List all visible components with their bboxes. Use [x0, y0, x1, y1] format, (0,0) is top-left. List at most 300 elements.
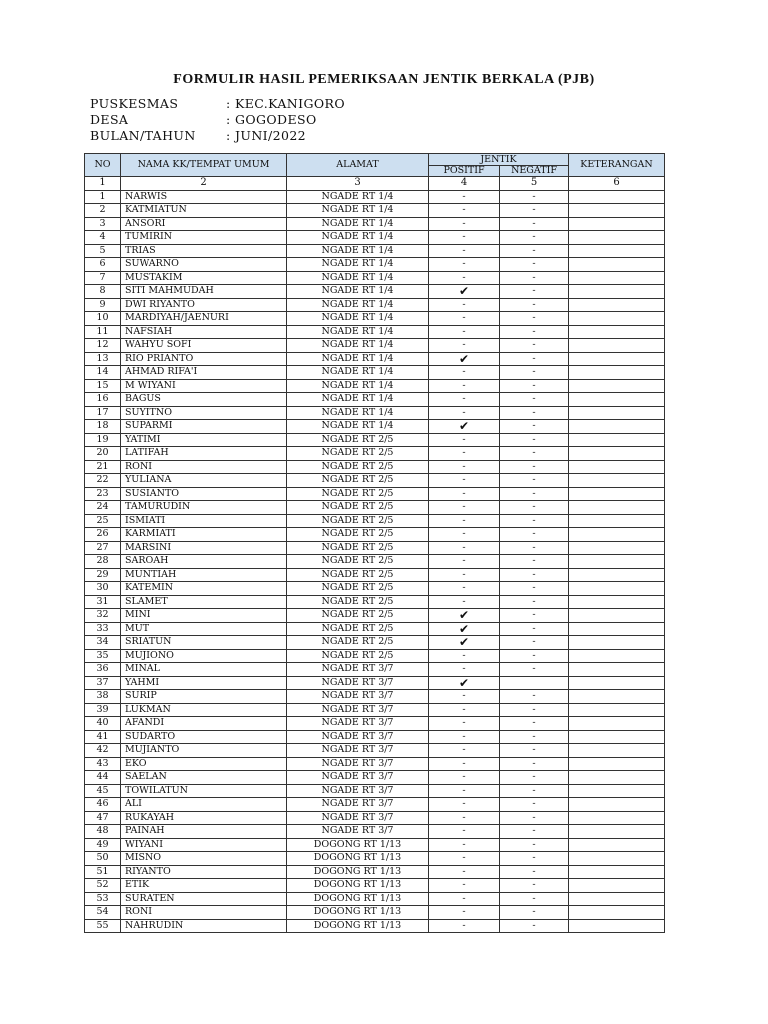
cell-no: 29 — [85, 568, 121, 582]
cell-keterangan — [569, 433, 665, 447]
cell-no: 55 — [85, 919, 121, 933]
cell-nama: LATIFAH — [121, 447, 287, 461]
cell-alamat: NGADE RT 2/5 — [287, 595, 429, 609]
cell-negatif: - — [500, 757, 569, 771]
cell-keterangan — [569, 528, 665, 542]
cell-positif: - — [429, 433, 500, 447]
cell-positif: - — [429, 447, 500, 461]
table-row — [85, 420, 665, 434]
cell-alamat: NGADE RT 3/7 — [287, 703, 429, 717]
cell-nama: SAROAH — [121, 555, 287, 569]
cell-nama: TOWILATUN — [121, 784, 287, 798]
table-row — [85, 474, 665, 488]
cell-negatif: - — [500, 258, 569, 272]
cell-negatif: - — [500, 703, 569, 717]
cell-positif: - — [429, 798, 500, 812]
cell-alamat: NGADE RT 2/5 — [287, 487, 429, 501]
cell-alamat: NGADE RT 3/7 — [287, 717, 429, 731]
cell-negatif: - — [500, 811, 569, 825]
cell-keterangan — [569, 622, 665, 636]
cell-keterangan — [569, 406, 665, 420]
cell-no: 2 — [85, 204, 121, 218]
cell-alamat: NGADE RT 3/7 — [287, 676, 429, 690]
cell-no: 46 — [85, 798, 121, 812]
cell-nama: LUKMAN — [121, 703, 287, 717]
meta-row-puskesmas — [90, 96, 345, 112]
cell-keterangan — [569, 501, 665, 515]
cell-alamat: DOGONG RT 1/13 — [287, 838, 429, 852]
cell-negatif: - — [500, 852, 569, 866]
cell-positif: - — [429, 460, 500, 474]
cell-negatif: - — [500, 231, 569, 245]
cell-positif: - — [429, 474, 500, 488]
cell-alamat: NGADE RT 1/4 — [287, 190, 429, 204]
cell-alamat: DOGONG RT 1/13 — [287, 906, 429, 920]
cell-no: 40 — [85, 717, 121, 731]
cell-nama: PAINAH — [121, 825, 287, 839]
cell-negatif: - — [500, 285, 569, 299]
cell-keterangan — [569, 717, 665, 731]
meta-value: : JUNI/2022 — [226, 128, 307, 143]
cell-nama: RUKAYAH — [121, 811, 287, 825]
table-row — [85, 487, 665, 501]
cell-alamat: NGADE RT 1/4 — [287, 312, 429, 326]
cell-nama: NAFSIAH — [121, 325, 287, 339]
cell-nama: MARSINI — [121, 541, 287, 555]
cell-nama: SUSIANTO — [121, 487, 287, 501]
table-row — [85, 352, 665, 366]
cell-negatif: - — [500, 325, 569, 339]
cell-negatif: - — [500, 244, 569, 258]
cell-positif: - — [429, 811, 500, 825]
cell-positif: - — [429, 906, 500, 920]
cell-no: 52 — [85, 879, 121, 893]
cell-negatif: - — [500, 204, 569, 218]
cell-positif: - — [429, 717, 500, 731]
cell-positif: - — [429, 838, 500, 852]
cell-keterangan — [569, 420, 665, 434]
table-row — [85, 460, 665, 474]
cell-positif: - — [429, 312, 500, 326]
cell-nama: ISMIATI — [121, 514, 287, 528]
cell-positif: - — [429, 271, 500, 285]
cell-positif: - — [429, 487, 500, 501]
cell-keterangan — [569, 190, 665, 204]
header-nama: NAMA KK/TEMPAT UMUM — [121, 154, 287, 177]
cell-negatif — [500, 676, 569, 690]
table-row — [85, 919, 665, 933]
cell-negatif: - — [500, 420, 569, 434]
cell-negatif: - — [500, 865, 569, 879]
cell-alamat: NGADE RT 3/7 — [287, 825, 429, 839]
cell-alamat: NGADE RT 1/4 — [287, 379, 429, 393]
header-positif: POSITIF — [429, 166, 500, 177]
cell-alamat: NGADE RT 1/4 — [287, 406, 429, 420]
cell-negatif: - — [500, 217, 569, 231]
cell-positif: - — [429, 555, 500, 569]
cell-no: 23 — [85, 487, 121, 501]
cell-nama: AFANDI — [121, 717, 287, 731]
cell-no: 48 — [85, 825, 121, 839]
cell-alamat: NGADE RT 1/4 — [287, 217, 429, 231]
table-row — [85, 312, 665, 326]
column-number: 1 — [85, 177, 121, 191]
cell-keterangan — [569, 325, 665, 339]
cell-no: 14 — [85, 366, 121, 380]
cell-positif: - — [429, 663, 500, 677]
cell-alamat: NGADE RT 3/7 — [287, 744, 429, 758]
cell-alamat: DOGONG RT 1/13 — [287, 852, 429, 866]
cell-negatif: - — [500, 487, 569, 501]
cell-nama: RIO PRIANTO — [121, 352, 287, 366]
cell-negatif: - — [500, 339, 569, 353]
table-row — [85, 298, 665, 312]
page-title: FORMULIR HASIL PEMERIKSAAN JENTIK BERKALA (PJB) — [173, 72, 595, 87]
cell-negatif: - — [500, 312, 569, 326]
cell-no: 16 — [85, 393, 121, 407]
cell-nama: ANSORI — [121, 217, 287, 231]
cell-negatif: - — [500, 190, 569, 204]
cell-nama: TUMIRIN — [121, 231, 287, 245]
cell-alamat: NGADE RT 2/5 — [287, 622, 429, 636]
cell-no: 37 — [85, 676, 121, 690]
cell-keterangan — [569, 298, 665, 312]
cell-positif: - — [429, 514, 500, 528]
cell-keterangan — [569, 649, 665, 663]
cell-alamat: DOGONG RT 1/13 — [287, 865, 429, 879]
table-row — [85, 217, 665, 231]
column-number-row — [85, 177, 665, 191]
column-number: 3 — [287, 177, 429, 191]
cell-nama: SUWARNO — [121, 258, 287, 272]
cell-keterangan — [569, 460, 665, 474]
cell-negatif: - — [500, 730, 569, 744]
column-number: 2 — [121, 177, 287, 191]
cell-keterangan — [569, 852, 665, 866]
cell-negatif: - — [500, 568, 569, 582]
cell-positif: - — [429, 568, 500, 582]
cell-negatif: - — [500, 514, 569, 528]
cell-negatif: - — [500, 892, 569, 906]
cell-nama: SURATEN — [121, 892, 287, 906]
cell-alamat: NGADE RT 2/5 — [287, 433, 429, 447]
table-row — [85, 865, 665, 879]
cell-positif: - — [429, 865, 500, 879]
cell-keterangan — [569, 865, 665, 879]
cell-nama: SAELAN — [121, 771, 287, 785]
table-row — [85, 244, 665, 258]
cell-positif: - — [429, 217, 500, 231]
cell-alamat: NGADE RT 1/4 — [287, 325, 429, 339]
meta-label: BULAN/TAHUN — [90, 128, 196, 143]
cell-nama: SUDARTO — [121, 730, 287, 744]
cell-no: 38 — [85, 690, 121, 704]
table-row — [85, 825, 665, 839]
cell-keterangan — [569, 811, 665, 825]
cell-negatif: - — [500, 528, 569, 542]
cell-negatif: - — [500, 406, 569, 420]
table-row — [85, 663, 665, 677]
cell-nama: DWI RIYANTO — [121, 298, 287, 312]
cell-positif: - — [429, 204, 500, 218]
cell-nama: WAHYU SOFI — [121, 339, 287, 353]
cell-alamat: NGADE RT 1/4 — [287, 393, 429, 407]
cell-no: 33 — [85, 622, 121, 636]
cell-alamat: NGADE RT 2/5 — [287, 649, 429, 663]
cell-positif: - — [429, 703, 500, 717]
cell-no: 17 — [85, 406, 121, 420]
table-row — [85, 366, 665, 380]
cell-keterangan — [569, 798, 665, 812]
table-row — [85, 325, 665, 339]
cell-positif: - — [429, 852, 500, 866]
form-meta — [90, 96, 345, 144]
cell-negatif: - — [500, 541, 569, 555]
cell-keterangan — [569, 609, 665, 623]
table-row — [85, 609, 665, 623]
cell-keterangan — [569, 771, 665, 785]
cell-nama: MUSTAKIM — [121, 271, 287, 285]
cell-nama: SUYITNO — [121, 406, 287, 420]
cell-negatif: - — [500, 906, 569, 920]
header-jentik: JENTIK — [429, 154, 569, 166]
cell-positif: - — [429, 190, 500, 204]
cell-no: 7 — [85, 271, 121, 285]
cell-negatif: - — [500, 798, 569, 812]
cell-negatif: - — [500, 393, 569, 407]
cell-positif: - — [429, 825, 500, 839]
cell-no: 35 — [85, 649, 121, 663]
cell-nama: SRIATUN — [121, 636, 287, 650]
cell-nama: AHMAD RIFA'I — [121, 366, 287, 380]
cell-alamat: NGADE RT 1/4 — [287, 244, 429, 258]
cell-negatif: - — [500, 825, 569, 839]
cell-positif: - — [429, 649, 500, 663]
cell-alamat: NGADE RT 2/5 — [287, 514, 429, 528]
table-row — [85, 852, 665, 866]
meta-value: : GOGODESO — [226, 112, 317, 127]
header-negatif: NEGATIF — [500, 166, 569, 177]
cell-no: 47 — [85, 811, 121, 825]
cell-no: 51 — [85, 865, 121, 879]
cell-alamat: NGADE RT 3/7 — [287, 771, 429, 785]
cell-alamat: NGADE RT 2/5 — [287, 582, 429, 596]
table-row — [85, 798, 665, 812]
header-keterangan: KETERANGAN — [569, 154, 665, 177]
cell-nama: RIYANTO — [121, 865, 287, 879]
cell-nama: SUPARMI — [121, 420, 287, 434]
cell-no: 39 — [85, 703, 121, 717]
table-row — [85, 811, 665, 825]
cell-keterangan — [569, 217, 665, 231]
cell-keterangan — [569, 784, 665, 798]
cell-nama: YULIANA — [121, 474, 287, 488]
cell-positif: - — [429, 258, 500, 272]
cell-nama: YATIMI — [121, 433, 287, 447]
cell-keterangan — [569, 582, 665, 596]
check-icon: ✔ — [429, 676, 500, 690]
cell-negatif: - — [500, 433, 569, 447]
cell-nama: NAHRUDIN — [121, 919, 287, 933]
cell-negatif: - — [500, 460, 569, 474]
cell-keterangan — [569, 244, 665, 258]
cell-nama: MARDIYAH/JAENURI — [121, 312, 287, 326]
cell-keterangan — [569, 825, 665, 839]
cell-no: 11 — [85, 325, 121, 339]
cell-no: 19 — [85, 433, 121, 447]
table-row — [85, 595, 665, 609]
cell-keterangan — [569, 838, 665, 852]
cell-negatif: - — [500, 919, 569, 933]
cell-keterangan — [569, 339, 665, 353]
cell-no: 32 — [85, 609, 121, 623]
cell-nama: MUJIANTO — [121, 744, 287, 758]
table-row — [85, 771, 665, 785]
cell-alamat: NGADE RT 1/4 — [287, 420, 429, 434]
cell-nama: MINAL — [121, 663, 287, 677]
meta-row-desa — [90, 112, 345, 128]
cell-positif: - — [429, 231, 500, 245]
cell-alamat: NGADE RT 3/7 — [287, 784, 429, 798]
cell-no: 31 — [85, 595, 121, 609]
table-row — [85, 204, 665, 218]
cell-nama: TAMURUDIN — [121, 501, 287, 515]
cell-nama: RONI — [121, 906, 287, 920]
cell-keterangan — [569, 366, 665, 380]
cell-alamat: NGADE RT 2/5 — [287, 636, 429, 650]
cell-negatif: - — [500, 366, 569, 380]
table-row — [85, 892, 665, 906]
cell-negatif: - — [500, 271, 569, 285]
table-row — [85, 906, 665, 920]
cell-keterangan — [569, 690, 665, 704]
cell-keterangan — [569, 636, 665, 650]
cell-nama: NARWIS — [121, 190, 287, 204]
table-row — [85, 676, 665, 690]
table-row — [85, 879, 665, 893]
cell-alamat: DOGONG RT 1/13 — [287, 892, 429, 906]
cell-no: 9 — [85, 298, 121, 312]
table-row — [85, 258, 665, 272]
cell-positif: - — [429, 892, 500, 906]
cell-negatif: - — [500, 582, 569, 596]
cell-positif: - — [429, 744, 500, 758]
cell-nama: MUJIONO — [121, 649, 287, 663]
cell-alamat: NGADE RT 2/5 — [287, 460, 429, 474]
meta-label: PUSKESMAS — [90, 96, 179, 111]
cell-no: 27 — [85, 541, 121, 555]
cell-positif: - — [429, 244, 500, 258]
check-icon: ✔ — [429, 609, 500, 623]
cell-nama: TRIAS — [121, 244, 287, 258]
cell-nama: MINI — [121, 609, 287, 623]
cell-positif: - — [429, 406, 500, 420]
cell-alamat: NGADE RT 2/5 — [287, 447, 429, 461]
cell-no: 44 — [85, 771, 121, 785]
cell-alamat: NGADE RT 3/7 — [287, 663, 429, 677]
cell-alamat: NGADE RT 2/5 — [287, 568, 429, 582]
cell-nama: KATEMIN — [121, 582, 287, 596]
cell-keterangan — [569, 514, 665, 528]
cell-positif: - — [429, 879, 500, 893]
cell-alamat: NGADE RT 1/4 — [287, 352, 429, 366]
cell-negatif: - — [500, 298, 569, 312]
table-row — [85, 501, 665, 515]
cell-positif: - — [429, 298, 500, 312]
cell-alamat: NGADE RT 1/4 — [287, 204, 429, 218]
pjb-table — [84, 153, 665, 933]
cell-keterangan — [569, 757, 665, 771]
cell-no: 45 — [85, 784, 121, 798]
cell-alamat: NGADE RT 1/4 — [287, 271, 429, 285]
cell-nama: ALI — [121, 798, 287, 812]
cell-nama: EKO — [121, 757, 287, 771]
table-row — [85, 271, 665, 285]
cell-negatif: - — [500, 636, 569, 650]
table-header-row — [85, 154, 665, 166]
table-row — [85, 447, 665, 461]
table-row — [85, 757, 665, 771]
cell-keterangan — [569, 703, 665, 717]
check-icon: ✔ — [429, 352, 500, 366]
table-row — [85, 555, 665, 569]
table-row — [85, 622, 665, 636]
check-icon: ✔ — [429, 285, 500, 299]
cell-keterangan — [569, 541, 665, 555]
table-row — [85, 339, 665, 353]
cell-no: 30 — [85, 582, 121, 596]
cell-positif: - — [429, 541, 500, 555]
cell-no: 25 — [85, 514, 121, 528]
cell-alamat: NGADE RT 3/7 — [287, 730, 429, 744]
cell-keterangan — [569, 568, 665, 582]
cell-positif: - — [429, 366, 500, 380]
cell-alamat: NGADE RT 2/5 — [287, 501, 429, 515]
cell-keterangan — [569, 595, 665, 609]
cell-no: 22 — [85, 474, 121, 488]
cell-negatif: - — [500, 555, 569, 569]
cell-positif: - — [429, 757, 500, 771]
cell-positif: - — [429, 393, 500, 407]
cell-alamat: NGADE RT 2/5 — [287, 474, 429, 488]
cell-alamat: NGADE RT 1/4 — [287, 339, 429, 353]
cell-keterangan — [569, 730, 665, 744]
table-row — [85, 730, 665, 744]
check-icon: ✔ — [429, 622, 500, 636]
header-no: NO — [85, 154, 121, 177]
column-number: 5 — [500, 177, 569, 191]
cell-no: 13 — [85, 352, 121, 366]
cell-positif: - — [429, 528, 500, 542]
cell-negatif: - — [500, 447, 569, 461]
cell-alamat: DOGONG RT 1/13 — [287, 919, 429, 933]
cell-keterangan — [569, 919, 665, 933]
cell-alamat: NGADE RT 2/5 — [287, 541, 429, 555]
cell-keterangan — [569, 231, 665, 245]
table-row — [85, 582, 665, 596]
cell-no: 15 — [85, 379, 121, 393]
cell-keterangan — [569, 744, 665, 758]
cell-positif: - — [429, 379, 500, 393]
cell-nama: SITI MAHMUDAH — [121, 285, 287, 299]
cell-no: 5 — [85, 244, 121, 258]
cell-negatif: - — [500, 838, 569, 852]
cell-no: 54 — [85, 906, 121, 920]
cell-no: 49 — [85, 838, 121, 852]
cell-alamat: NGADE RT 1/4 — [287, 285, 429, 299]
cell-nama: SLAMET — [121, 595, 287, 609]
cell-no: 6 — [85, 258, 121, 272]
